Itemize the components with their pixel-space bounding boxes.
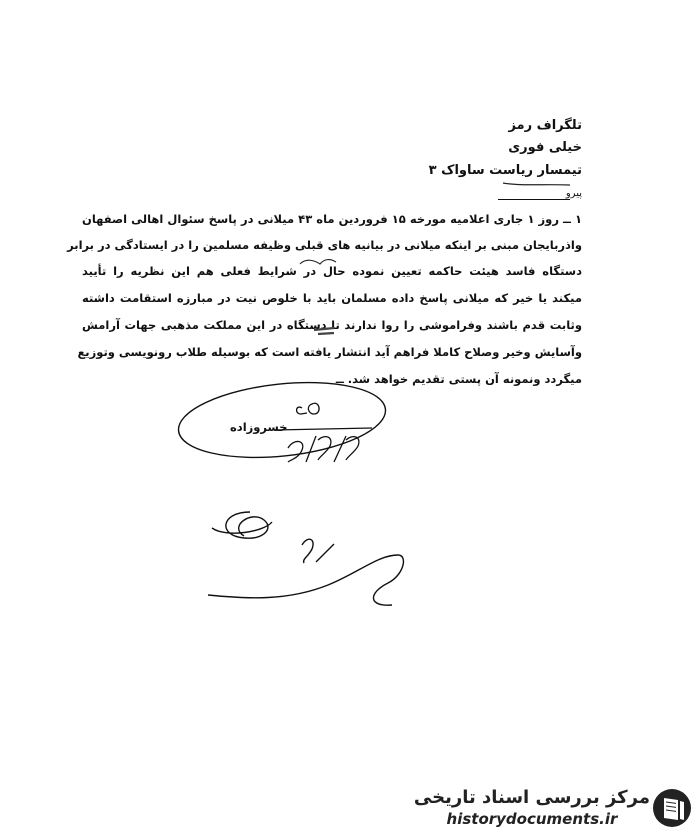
signature-rule xyxy=(275,428,372,430)
body-line-6: وآسایش وخیر وصلاح کاملا فراهم آید انتشار یافته است که بوسیله طلاب رونویسی وتوزیع xyxy=(77,345,582,359)
handwritten-signature xyxy=(212,512,272,538)
signatory-name: خسروزاده xyxy=(230,420,288,434)
body-line-5: وثابت قدم باشند وفراموشی را روا ندارند تا دستگاه در این مملکت مذهبی جهات آرامش xyxy=(82,318,582,332)
archive-logo-icon xyxy=(652,786,692,830)
handwritten-flourish xyxy=(208,555,403,605)
header-reference: پیرو xyxy=(565,188,582,199)
watermark-english: historydocuments.ir xyxy=(446,810,618,828)
handwritten-number-40 xyxy=(297,403,320,414)
body-line-2: واذربایجان مبنی بر اینکه میلانی در بیانیه های قبلی وظیفه مسلمین را در ایستادگی در برابر xyxy=(67,238,582,252)
archive-watermark xyxy=(414,787,650,828)
header-urgency: خیلی فوری xyxy=(508,140,582,155)
signature-oval-stroke xyxy=(175,373,389,466)
handwritten-initial xyxy=(302,539,334,563)
body-line-1: ۱ ــ روز ۱ جاری اعلامیه مورخه ۱۵ فروردین ماه ۴۳ میلانی در پاسخ سئوال اهالی اصفهان xyxy=(82,212,583,226)
watermark-persian: مرکز بررسی اسناد تاریخی xyxy=(413,787,650,808)
header-telegram-cipher: تلگراف رمز xyxy=(508,118,582,133)
handwritten-underline-stroke xyxy=(503,183,570,185)
handwritten-correction-mark xyxy=(300,260,336,264)
body-line-7: میگردد ونمونه آن پستی تقدیم خواهد شد. ــ xyxy=(335,372,582,386)
strikethrough-mark xyxy=(314,328,334,334)
body-line-4: میکند یا خیر که میلانی پاسخ داده مسلمان باید با خلوص نیت در مبارزه استقامت داشته xyxy=(82,291,582,305)
header-recipient: تیمسار ریاست ساواک ۳ xyxy=(428,163,582,178)
body-line-3: دستگاه فاسد هیئت حاکمه تعیین نموده حال در شرایط فعلی هم این نظریه را تأیید xyxy=(82,264,582,278)
